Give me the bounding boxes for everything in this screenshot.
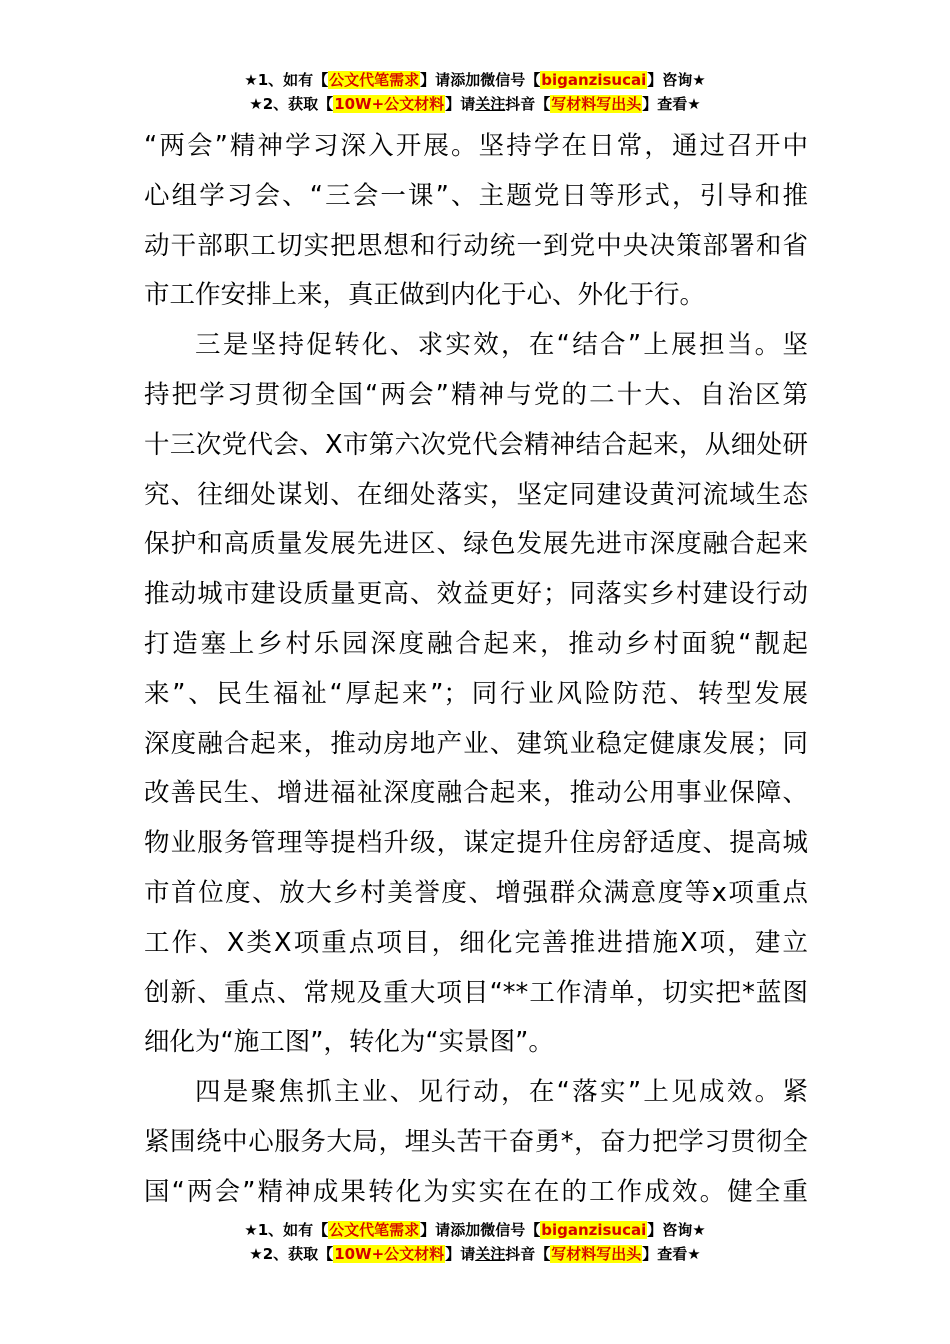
banner-text: 添加 [450,71,481,89]
banner-highlight: biganzisucai [541,71,647,89]
text-line: 创新、重点、常规及重大项目“**工作清单，切实把*蓝图 [144,977,808,1008]
text-line: 推动城市建设质量更高、效益更好；同落实乡村建设行动 [144,579,808,610]
footer-banner [0,1218,950,1266]
banner-highlight: 写材料写出头 [551,95,642,113]
banner-text: 添加 [450,1221,481,1239]
banner-text: 】请 [420,1221,451,1239]
banner-highlight: 公文代笔需求 [329,1221,420,1239]
text-line: 物业服务管理等提档升级，谋定提升住房舒适度、提高城 [144,828,808,859]
banner-highlight: 写材料写出头 [551,1245,642,1263]
text-line: 心组学习会、“三会一课”、主题党日等形式，引导和推 [144,180,808,211]
text-line: 市工作安排上来，真正做到内化于心、外化于行。 [144,280,706,311]
banner-text: ★1、如有【 [244,71,329,89]
banner-highlight: 10W+公文材料 [334,1245,445,1263]
text-line: 动干部职工切实把思想和行动统一到党中央决策部署和省 [144,230,808,261]
banner-highlight: 10W+公文材料 [334,95,445,113]
header-banner [0,68,950,116]
text-line: 打造塞上乡村乐园深度融合起来，推动乡村面貌“靓起 [144,628,808,659]
banner-highlight: 公文代笔需求 [329,71,420,89]
text-line: 改善民生、增进福祉深度融合起来，推动公用事业保障、 [144,778,808,809]
text-line: 国“两会”精神成果转化为实实在在的工作成效。健全重 [144,1176,808,1207]
banner-text: 微信号【 [480,71,541,89]
text-line: 市首位度、放大乡村美誉度、增强群众满意度等x项重点 [144,877,808,908]
banner-highlight: biganzisucai [541,1221,647,1239]
banner-text: 】请 [420,71,451,89]
footer-line-2 [0,1242,950,1266]
text-line: 深度融合起来，推动房地产业、建筑业稳定健康发展；同 [144,728,808,759]
text-line: 工作、X类X项重点项目，细化完善推进措施X项，建立 [144,927,808,958]
banner-text: ★1、如有【 [244,1221,329,1239]
header-line-2 [0,92,950,116]
text-line: 持把学习贯彻全国“两会”精神与党的二十大、自治区第 [144,379,808,410]
footer-line-1 [0,1218,950,1242]
text-line: 紧围绕中心服务大局，埋头苦干奋勇*，奋力把学习贯彻全 [144,1126,808,1157]
header-line-1 [0,68,950,92]
text-line: 四是聚焦抓主业、见行动，在“落实”上见成效。紧 [195,1077,808,1108]
banner-text: 抖音【 [505,1245,551,1263]
text-line: 究、往细处谋划、在细处落实，坚定同建设黄河流域生态 [144,479,808,510]
banner-text: 】查看★ [642,1245,701,1263]
text-line: 保护和高质量发展先进区、绿色发展先进市深度融合起来 [144,529,808,560]
banner-text: 】咨询★ [647,1221,706,1239]
text-line: 细化为“施工图”，转化为“实景图”。 [144,1027,554,1058]
banner-text: 关注 [475,1245,506,1263]
banner-text: 】咨询★ [647,71,706,89]
text-line: 三是坚持促转化、求实效，在“结合”上展担当。坚 [195,330,808,361]
banner-text: 微信号【 [480,1221,541,1239]
text-line: “两会”精神学习深入开展。坚持学在日常，通过召开中 [144,131,808,161]
document-body [144,122,808,1218]
banner-text: ★2、获取【 [249,95,334,113]
banner-text: ★2、获取【 [249,1245,334,1263]
banner-text: 】请 [445,1245,476,1263]
banner-text: 】查看★ [642,95,701,113]
banner-text: 关注 [475,95,506,113]
banner-text: 】请 [445,95,476,113]
text-line: 十三次党代会、X市第六次党代会精神结合起来，从细处研 [144,429,808,460]
text-line: 来”、民生福祉“厚起来”；同行业风险防范、转型发展 [144,678,808,709]
banner-text: 抖音【 [505,95,551,113]
